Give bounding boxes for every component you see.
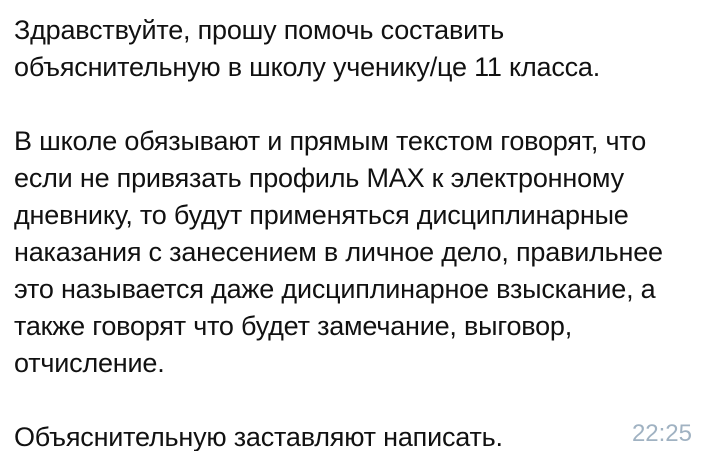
message-line: наказания с занесением в личное дело, правильнее (14, 237, 663, 267)
message-line: отчисление. (14, 348, 165, 378)
message-paragraph (14, 12, 688, 86)
message-line: В школе обязывают и прямым текстом говорят, что (14, 126, 647, 156)
message-paragraph (14, 419, 688, 451)
message-line: также говорят что будет замечание, выговор, (14, 311, 573, 341)
message-paragraph (14, 123, 688, 382)
message-line: объяснительную в школу ученику/це 11 класса. (14, 52, 601, 82)
message-line: дневнику, то будут применяться дисциплинарные (14, 200, 629, 230)
message-line: Объяснительную заставляют написать. (14, 422, 503, 451)
message-timestamp: 22:25 (631, 420, 692, 447)
message-line: если не привязать профиль MAX к электронному (14, 163, 624, 193)
message-line: Здравствуйте, прошу помочь составить (14, 15, 505, 45)
message-line: это называется даже дисциплинарное взыскание, а (14, 274, 656, 304)
